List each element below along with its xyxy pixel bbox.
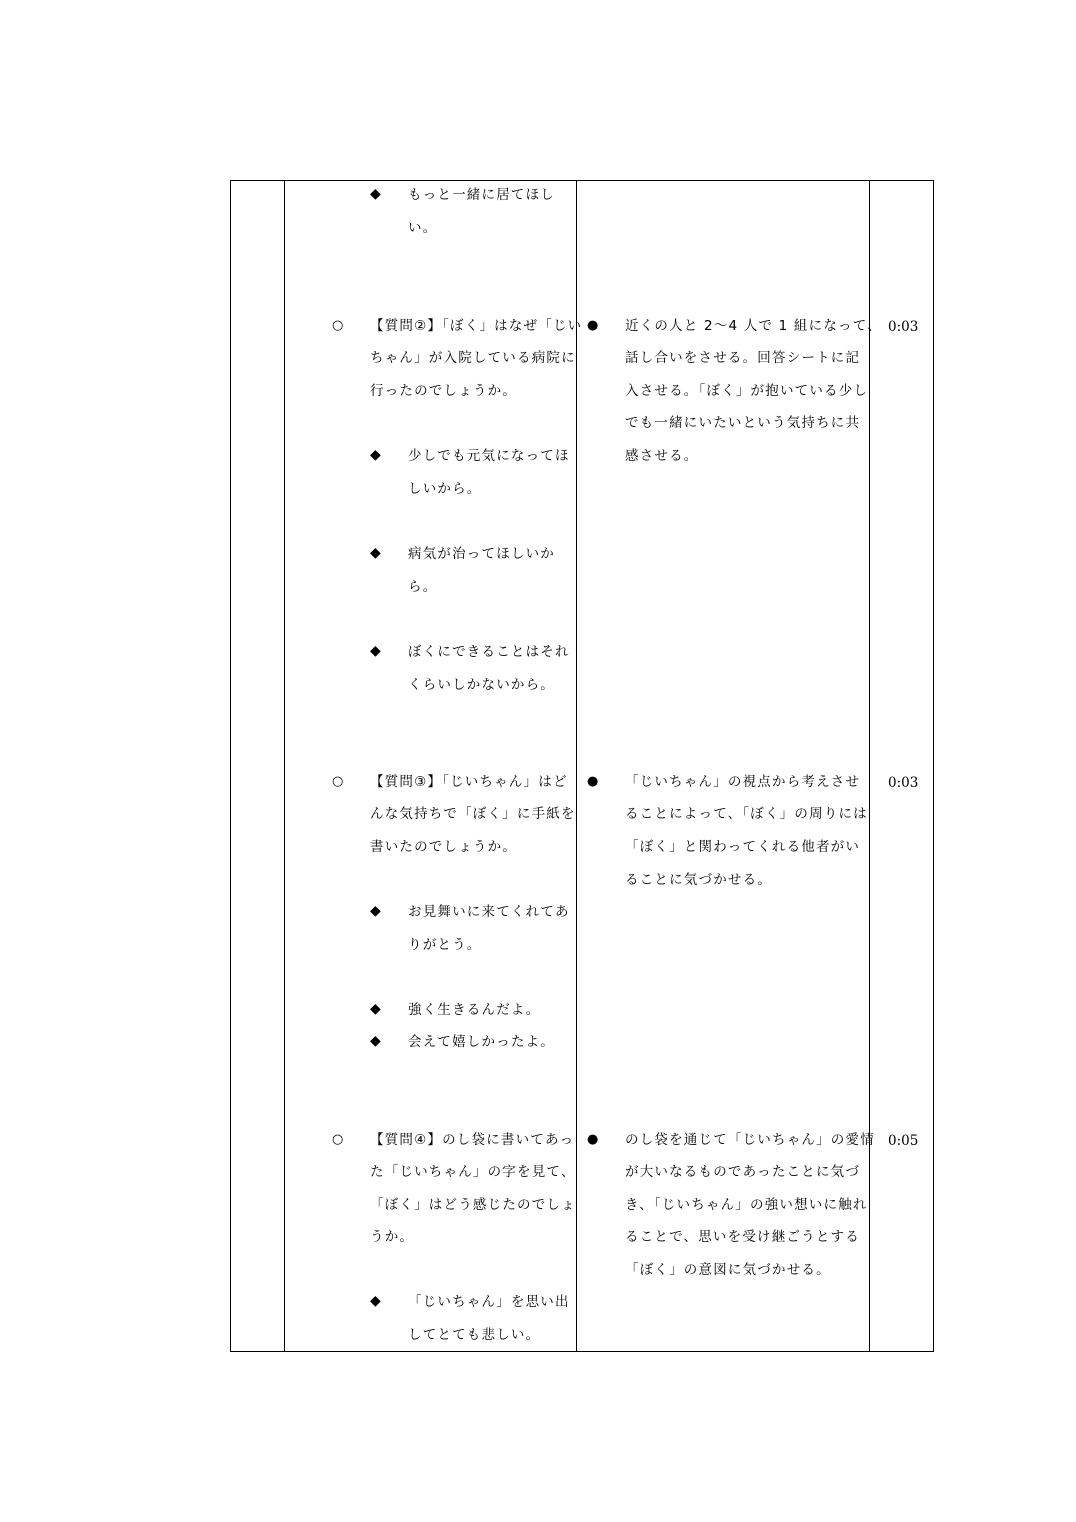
time-allocation: 0:03 bbox=[888, 775, 919, 791]
teacher-note-line: でも一緒にいたいという気持ちに共 bbox=[625, 415, 861, 431]
diamond-bullet-icon: ◆ bbox=[370, 903, 381, 919]
answer-line: 「じいちゃん」を思い出 bbox=[408, 1294, 570, 1310]
note-bullet-icon: ● bbox=[587, 1132, 599, 1147]
diamond-bullet-icon: ◆ bbox=[370, 1001, 381, 1017]
column-divider bbox=[869, 180, 870, 1352]
column-divider bbox=[576, 180, 577, 1352]
answer-line: くらいしかないから。 bbox=[408, 677, 555, 693]
answer-line: お見舞いに来てくれてあ bbox=[408, 904, 570, 920]
teacher-note-line: ることに気づかせる。 bbox=[625, 872, 772, 888]
answer-line: しいから。 bbox=[408, 481, 482, 497]
time-allocation: 0:05 bbox=[888, 1133, 919, 1149]
diamond-bullet-icon: ◆ bbox=[370, 643, 381, 659]
question-line: 「ぼく」はどう感じたのでしょ bbox=[370, 1197, 576, 1213]
note-bullet-icon: ● bbox=[587, 318, 599, 333]
question-line: 【質問②】「ぼく」はなぜ「じい bbox=[370, 318, 583, 334]
answer-line: ら。 bbox=[408, 579, 438, 595]
diamond-bullet-icon: ◆ bbox=[370, 447, 381, 463]
answer-line: してとても悲しい。 bbox=[408, 1327, 541, 1343]
question-line: 【質問④】のし袋に書いてあっ bbox=[370, 1132, 575, 1148]
answer-line: りがとう。 bbox=[408, 937, 482, 953]
question-line: んな気持ちで「ぼく」に手紙を bbox=[370, 806, 576, 822]
teacher-note-line: 感させる。 bbox=[625, 448, 699, 464]
teacher-note-line: 入させる。「ぼく」が抱いている少し bbox=[625, 383, 869, 399]
teacher-note-line: 「ぼく」と関わってくれる他者がい bbox=[625, 839, 861, 855]
answer-line: い。 bbox=[408, 220, 438, 236]
teacher-note-line: 「じいちゃん」の視点から考えさせ bbox=[625, 774, 861, 790]
answer-line: 少しでも元気になってほ bbox=[408, 448, 570, 464]
question-circle-icon: ○ bbox=[332, 318, 344, 333]
answer-line: 会えて嬉しかったよ。 bbox=[408, 1034, 555, 1050]
diamond-bullet-icon: ◆ bbox=[370, 1293, 381, 1309]
diamond-bullet-icon: ◆ bbox=[370, 545, 381, 561]
question-line: 書いたのでしょうか。 bbox=[370, 839, 517, 855]
answer-line: 強く生きるんだよ。 bbox=[408, 1002, 541, 1018]
teacher-note-line: ることで、思いを受け継ごうとする bbox=[625, 1229, 860, 1245]
teacher-note-line: のし袋を通じて「じいちゃん」の愛情 bbox=[625, 1132, 875, 1148]
question-line: 【質問③】「じいちゃん」はど bbox=[370, 774, 568, 790]
question-line: うか。 bbox=[370, 1229, 415, 1245]
time-allocation: 0:03 bbox=[888, 319, 919, 335]
note-bullet-icon: ● bbox=[587, 774, 599, 789]
question-line: ちゃん」が入院している病院に bbox=[370, 350, 576, 366]
teacher-note-line: ることによって、「ぼく」の周りには bbox=[625, 806, 868, 822]
teacher-note-line: き、「じいちゃん」の強い想いに触れ bbox=[625, 1197, 868, 1213]
diamond-bullet-icon: ◆ bbox=[370, 186, 381, 202]
teacher-note-line: が大いなるものであったことに気づ bbox=[625, 1164, 861, 1180]
answer-line: ぼくにできることはそれ bbox=[408, 644, 570, 660]
teacher-note-line: 話し合いをさせる。回答シートに記 bbox=[625, 350, 861, 366]
question-line: 行ったのでしょうか。 bbox=[370, 383, 517, 399]
question-circle-icon: ○ bbox=[332, 774, 344, 789]
answer-line: 病気が治ってほしいか bbox=[408, 546, 555, 562]
question-circle-icon: ○ bbox=[332, 1132, 344, 1147]
column-divider bbox=[284, 180, 285, 1352]
answer-line: もっと一緒に居てほし bbox=[408, 187, 555, 203]
diamond-bullet-icon: ◆ bbox=[370, 1033, 381, 1049]
teacher-note-line: 「ぼく」の意図に気づかせる。 bbox=[625, 1262, 831, 1278]
teacher-note-line: 近くの人と 2～4 人で 1 組になって、 bbox=[625, 318, 882, 334]
question-line: た「じいちゃん」の字を見て、 bbox=[370, 1164, 576, 1180]
